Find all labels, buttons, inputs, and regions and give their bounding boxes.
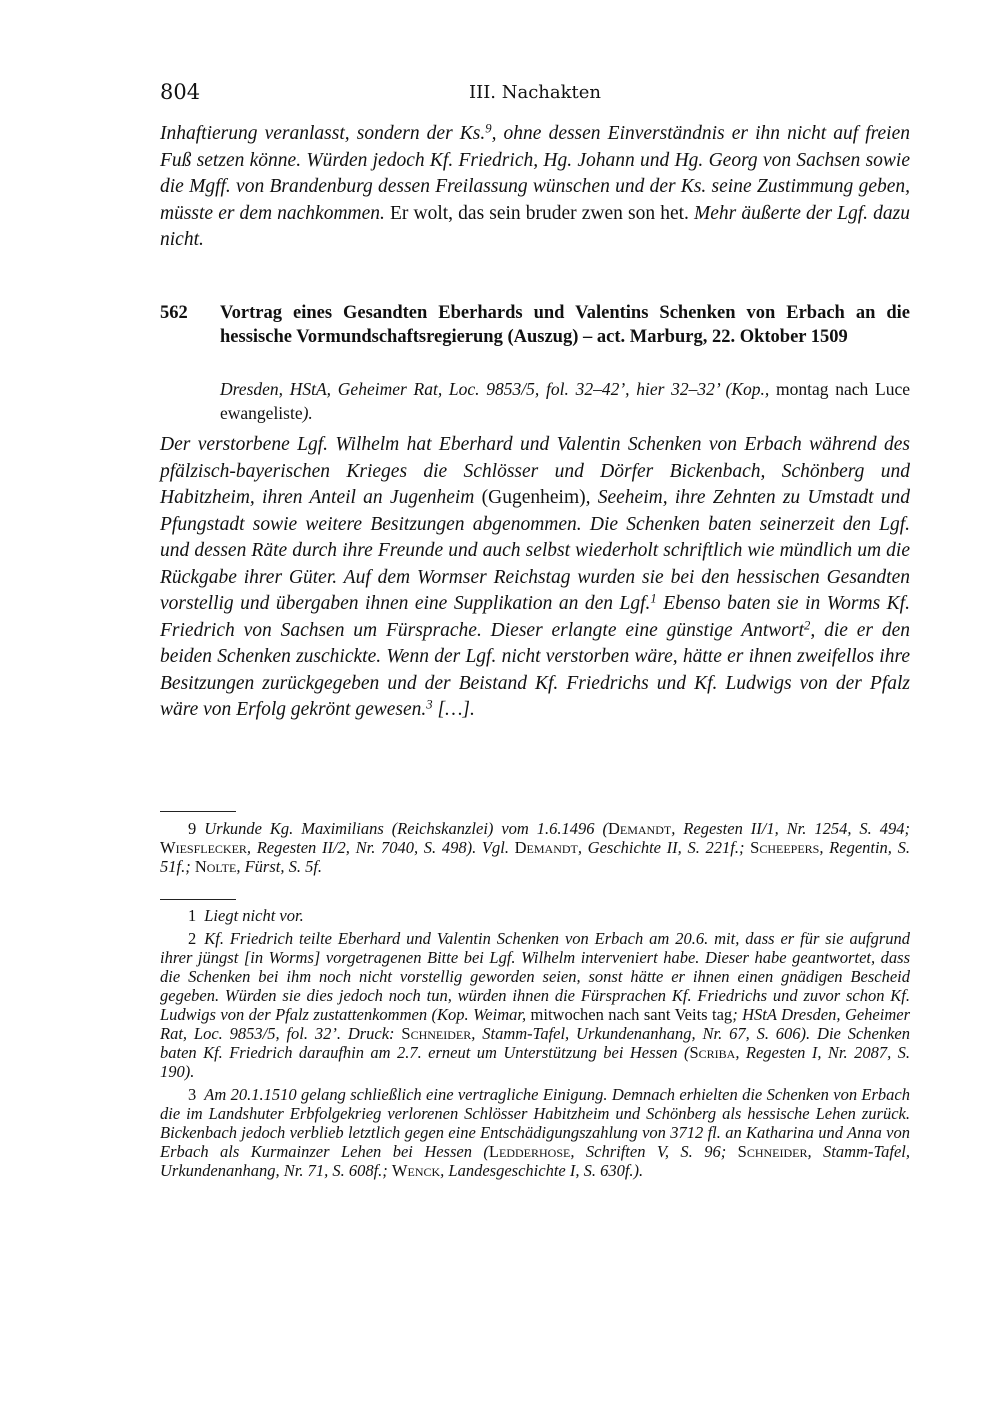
footnote-2 [160,929,910,1081]
author-name: Wenck [391,1161,441,1180]
footnote-9 [160,819,910,876]
continuation-text: , ohne dessen Einverständnis er ihn nicht auf freien Fuß setzen könne. Würden jedoch Kf. Friedrich, Hg. Johann und Hg. Georg von Sachsen sowie die Mgff. von Brandenburg dessen Freilassung wünschen und der Ks. seine Zustimmung geben, müsste er dem nachkommen. [160,123,910,224]
summary-text: , die er den beiden Schenken zuschickte. Wenn der Lgf. nicht verstorben wäre, hätte er ihnen zweifellos ihre Besitzungen zurückgegeben und der Beistand Kf. Friedrichs und Kf. Ludwigs von der Pfalz wäre von Erfolg gekrönt gewesen. [160,619,910,720]
footnote-block-current [160,906,910,1184]
footnote-3 [160,1085,910,1180]
source-date-quote: montag nach Luce ewangeliste [220,379,910,423]
page-number: 804 [160,80,201,104]
footnote-text: Urkunde Kg. Maximilians (Reichskanzlei) vom 1.6.1496 ( [204,819,608,838]
author-name: Wiesflecker [160,838,247,857]
footnote-number: 2 [188,929,197,948]
footnote-quote: mitwochen nach sant Veits tag [526,1005,733,1024]
footnote-text: , Regentin, S. 51f.; [160,838,910,876]
summary-quote: (Gugenheim) [474,487,586,508]
footnote-text: , Regesten II/1, Nr. 1254, S. 494; [671,819,910,838]
footnote-text: Liegt nicht vor. [204,906,304,925]
continuation-paragraph [160,121,910,254]
footnote-divider [160,899,236,900]
continuation-text: Mehr äußerte der Lgf. dazu nicht. [160,202,910,250]
author-name: Scriba [689,1043,736,1062]
continuation-text: Inhaftierung veranlasst, sondern der Ks. [160,123,486,144]
footnote-divider [160,811,236,812]
footnote-text: , Landesgeschichte I, S. 630f.). [440,1161,644,1180]
summary-text: , Seeheim, ihre Zehnten zu Umstadt und Pfungstadt sowie weitere Besitzungen abgenommen. Die Schenken baten seinerzeit den Lgf. und dessen Räte durch ihre Freunde und auch selbst wiederholt schriftlich wie mündlich um die Rückgabe ihrer Güter. Auf dem Wormser Reichstag wurden sie bei den hessischen Gesandten vorstellig und übergaben ihnen eine Supplikation an den Lgf. [160,487,910,614]
footnote-number: 9 [188,819,197,838]
summary-paragraph [160,432,910,724]
source-archive: Dresden, HStA, Geheimer Rat, Loc. 9853/5, fol. 32–42’, hier 32–32’ (Kop., [220,379,770,399]
author-name: Demandt [607,819,672,838]
quoted-source-text: Er wolt, das sein bruder zwen son het. [384,202,689,224]
author-name: Nolte [194,857,237,876]
footnote-text: , Regesten II/2, Nr. 7040, S. 498). Vgl. [246,838,515,857]
author-name: Ledderhose [488,1142,571,1161]
footnote-1 [160,906,910,925]
footnote-text: , Geschichte II, S. 221f.; [577,838,751,857]
summary-text: Der verstorbene Lgf. Wilhelm hat Eberhard und Valentin Schenken von Erbach während des pfälzisch-bayerischen Krieges die Schlösser und Dörfer Bickenbach, Schönberg und Habitzheim, ihren Anteil an Jugenheim [160,434,910,508]
footnote-number: 1 [188,906,197,925]
summary-text: […]. [432,699,475,720]
source-citation [220,378,910,425]
document-number: 562 [160,303,188,323]
footnote-block-previous [160,819,910,880]
footnote-ref-1[interactable]: 1 [650,591,657,606]
running-head [160,80,910,108]
author-name: Schneider [737,1142,808,1161]
summary-text: Ebenso baten sie in Worms Kf. Friedrich von Sachsen um Fürsprache. Dieser erlangte eine günstige Antwort [160,593,910,641]
footnote-number: 3 [188,1085,197,1104]
footnote-text: , Schriften V, S. 96; [570,1142,738,1161]
footnote-ref-3[interactable]: 3 [426,697,433,712]
document-title: Vortrag eines Gesandten Eberhards und Valentins Schenken von Erbach an die hessische Vormundschaftsregierung (Auszug) – act. Marburg, 22. Oktober 1509 [220,303,910,347]
author-name: Demandt [514,838,578,857]
footnote-text: , Stamm-Tafel, Urkundenanhang, Nr. 67, S. 606). Die Schenken baten Kf. Friedrich daraufhin am 2.7. erneut um Unterstützung bei Hessen ( [160,1024,911,1062]
source-end: ). [302,402,313,423]
footnote-text: , Stamm-Tafel, Urkundenanhang, Nr. 71, S. 608f.; [160,1142,910,1180]
footnote-text: Am 20.1.1510 gelang schließlich eine vertragliche Einigung. Demnach erhielten die Schenken von Erbach die im Landshuter Erbfolgekrieg verlorenen Schlösser Habitzheim und Schönberg als hessische Lehen zurück. Bickenbach jedoch verblieb letztlich gegen eine Entschädigungszahlung von 3712 fl. an Katharina und Anna von Erbach als Kurmainzer Lehen bei Hessen ( [160,1085,910,1161]
footnote-ref-9[interactable]: 9 [485,121,492,136]
footnote-text: , Fürst, S. 5f. [236,857,323,876]
author-name: Schneider [401,1024,472,1043]
footnote-ref-2[interactable]: 2 [804,618,811,633]
author-name: Scheepers [750,838,820,857]
running-title: III. Nachakten [468,82,602,103]
footnote-text: , Regesten I, Nr. 2087, S. 190). [160,1043,910,1081]
footnote-text: ; HStA Dresden, Geheimer Rat, Loc. 9853/5, fol. 32’. Druck: [160,1005,910,1043]
footnote-text: Kf. Friedrich teilte Eberhard und Valentin Schenken von Erbach am 20.6. mit, dass er für sie aufgrund ihrer jüngst [in Worms] vorgetragenen Bitte bei Lgf. Wilhelm interveniert habe. Dieser habe geantwortet, dass die Schenken bei ihm noch nicht vorstellig geworden seien, sonst hätte er ihnen einen gnädigen Bescheid gegeben. Würden sie dies jedoch noch tun, würden ihnen die Fürsprachen Kf. Friedrichs und zuvor schon Kf. Ludwigs von der Pfalz zustattenkommen (Kop. Weimar, [160,929,910,1024]
